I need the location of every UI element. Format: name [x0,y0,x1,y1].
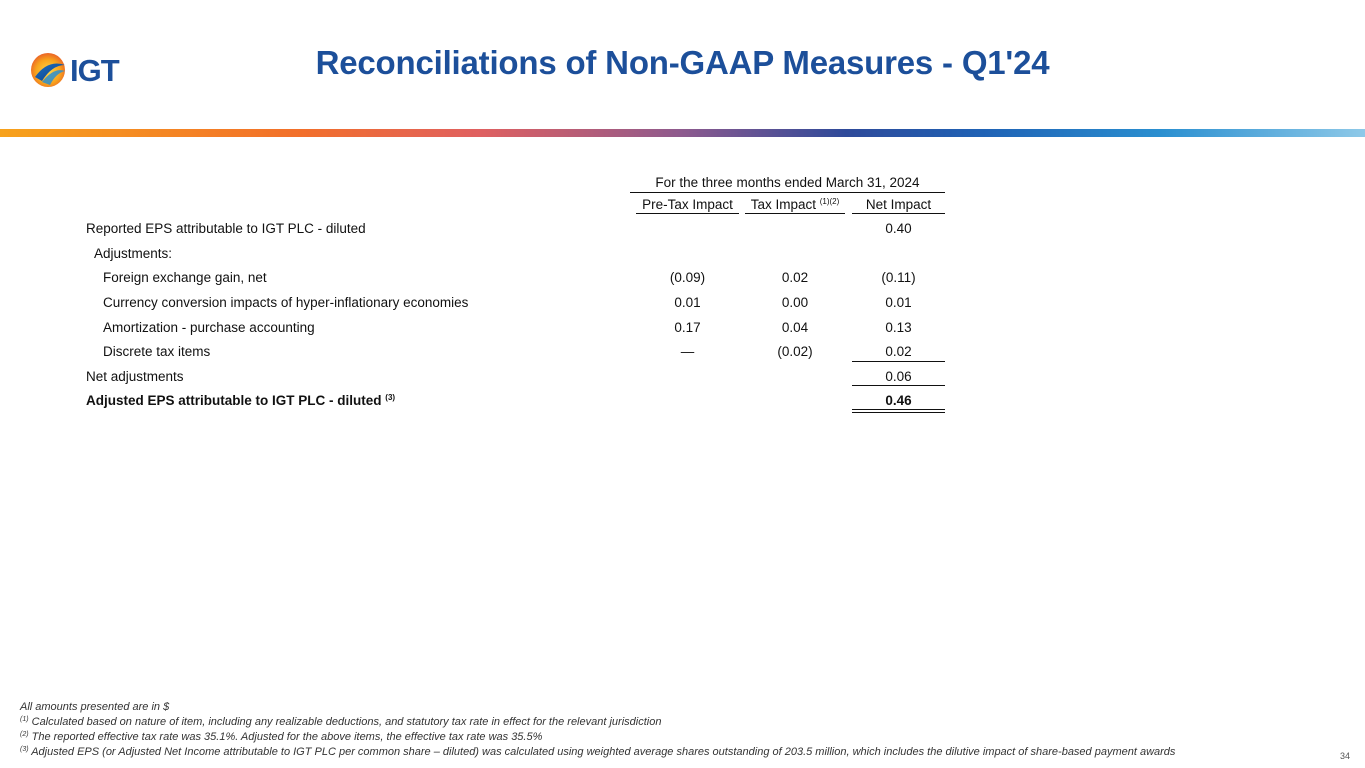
double-underline-bottom [852,412,945,413]
footnote-2: $^{(2)}$ The reported effective tax rate was 35.1%. Adjusted for the above items, the effective tax rate was 35.5% [20,731,543,743]
footnote-intro: All amounts presented are in $ [20,701,170,713]
double-underline-top [852,409,945,410]
footnote-3: $^{(3)}$ Adjusted EPS (or Adjusted Net Income attributable to IGT PLC per common share – diluted) was calculated using weighted average shares outstanding of 203.5 million, which includes the dilutive impact of share-based payment awards [20,746,1176,758]
row-value-tax: 0.00 [781,295,809,310]
subtotal-line [852,361,945,362]
col-header-net: Net Impact [865,197,932,212]
page-number: 34 [1340,751,1351,761]
pretax-header-underline [636,213,739,214]
page-title: Reconciliations of Non-GAAP Measures - Q1'24 [315,44,1050,81]
row-value-net: (0.11) [881,270,916,285]
row-value-pretax: — [680,344,695,359]
row-value-pretax: 0.01 [674,295,701,310]
row-label-adjusted-eps: Adjusted EPS attributable to IGT PLC - diluted $^{(3)}$ [86,393,396,408]
net-header-underline [852,213,945,214]
logo-text: IGT [70,53,119,88]
row-label-discrete-tax: Discrete tax items [103,344,211,359]
footnotes [20,700,1175,760]
row-value-net: 0.13 [885,320,912,335]
row-label-reported-eps: Reported EPS attributable to IGT PLC - diluted [86,221,366,236]
row-value-net: 0.06 [885,369,912,384]
row-value-tax: 0.04 [781,320,809,335]
row-label-adjustments: Adjustments: [94,246,173,261]
row-label-amortization: Amortization - purchase accounting [103,320,315,335]
row-value-net: 0.46 [885,393,912,408]
row-value-net: 0.40 [885,221,912,236]
row-label-net-adjustments: Net adjustments [86,369,184,384]
tax-header-underline [745,213,845,214]
col-header-tax: Tax Impact $^{(1)(2)}$ [750,197,840,212]
row-value-pretax: (0.09) [669,270,706,285]
period-header: For the three months ended March 31, 2024 [655,175,920,190]
total-line [852,385,945,386]
row-label-fx-gain: Foreign exchange gain, net [103,270,267,285]
row-value-pretax: 0.17 [674,320,701,335]
row-value-tax: (0.02) [777,344,813,359]
col-header-pretax: Pre-Tax Impact [642,197,733,212]
row-label-currency-conversion: Currency conversion impacts of hyper-inflationary economies [103,295,469,310]
row-value-net: 0.01 [885,295,912,310]
row-value-net: 0.02 [885,344,912,359]
row-value-tax: 0.02 [781,270,809,285]
period-header-underline [630,192,945,193]
footnote-1: $^{(1)}$ Calculated based on nature of item, including any realizable deductions, and statutory tax rate in effect for the relevant jurisdiction [20,716,662,728]
